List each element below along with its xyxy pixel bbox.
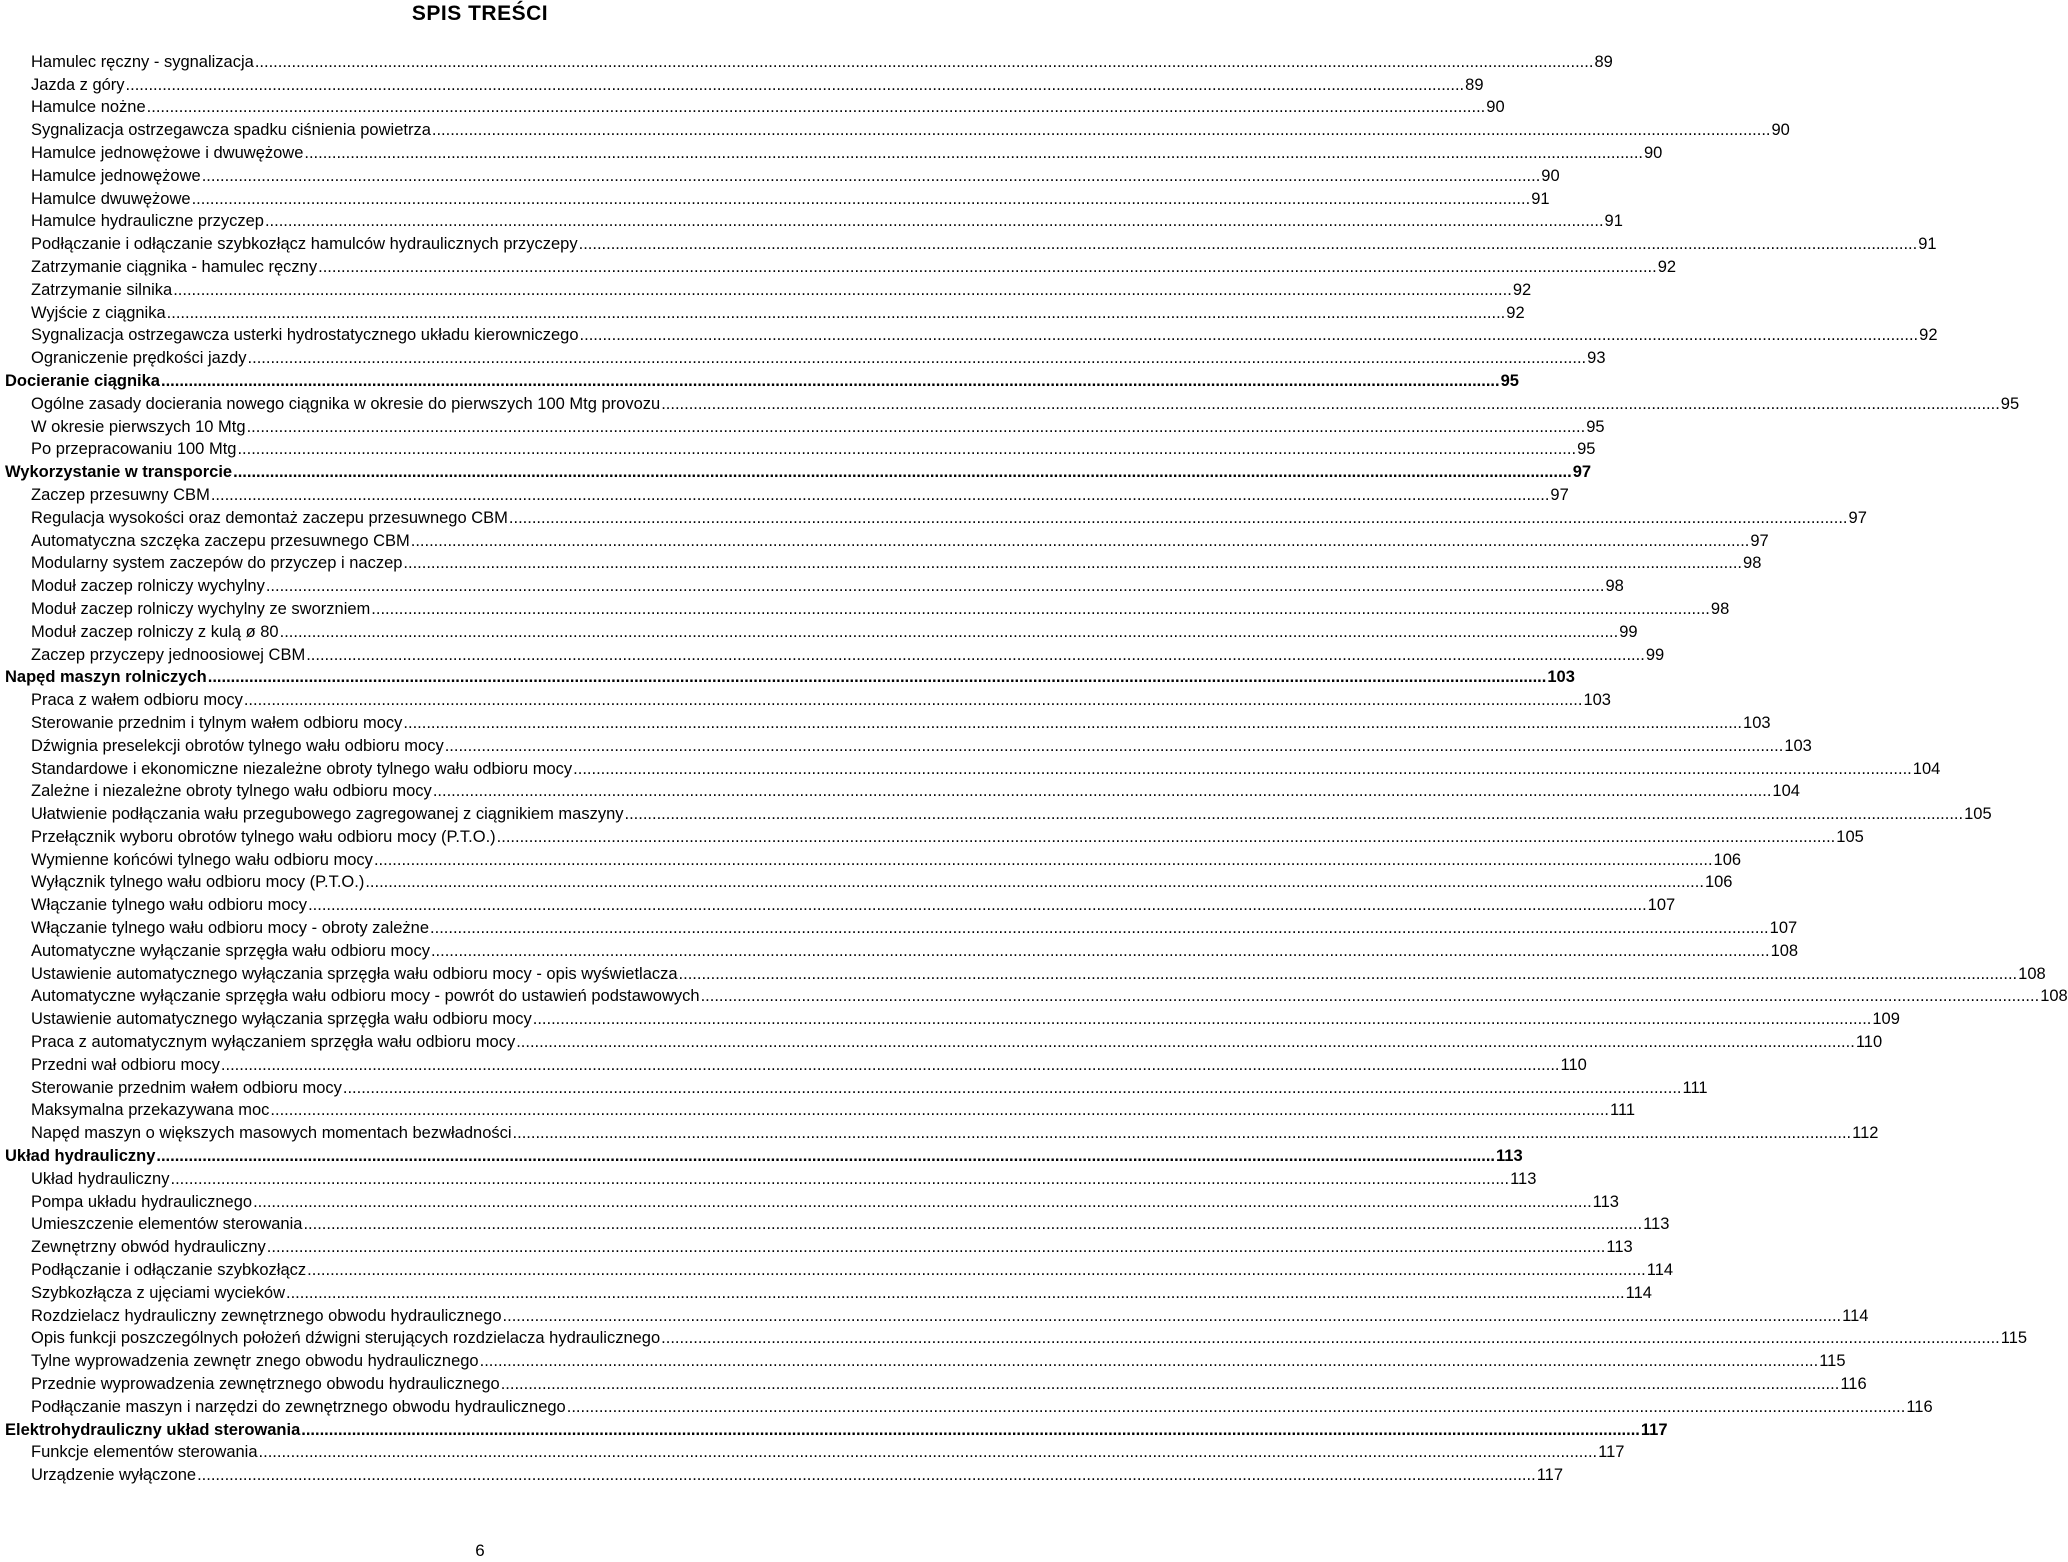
toc-entry[interactable]	[5, 892, 1676, 915]
dot-leader	[403, 553, 1742, 573]
toc-section-entry[interactable]	[5, 1143, 1523, 1166]
toc-entry-title: Elektrohydrauliczny układ sterowania	[5, 1420, 301, 1439]
toc-entry-page: 99	[1619, 622, 1638, 641]
toc-entry[interactable]	[5, 1006, 1900, 1029]
toc-entry-title: Dźwignia preselekcji obrotów tylnego wału odbioru mocy	[31, 736, 444, 755]
toc-entry[interactable]	[5, 1326, 2028, 1349]
toc-entry-page: 103	[1547, 668, 1575, 687]
toc-entry-page: 97	[1572, 463, 1592, 482]
toc-entry-title: Podłączanie i odłączanie szybkozłącz hamulców hydraulicznych przyczepy	[31, 235, 578, 254]
toc-entry-title: Sterowanie przednim wałem odbioru mocy	[31, 1078, 342, 1097]
toc-entry[interactable]	[5, 391, 2020, 414]
toc-entry[interactable]	[5, 345, 1606, 368]
toc-entry-page: 113	[1606, 1238, 1633, 1257]
toc-entry-page: 107	[1769, 919, 1798, 938]
toc-entry[interactable]	[5, 1440, 1625, 1463]
page-title: SPIS TREŚCI	[411, 2, 549, 25]
toc-entry-page: 108	[2040, 987, 2068, 1006]
page-number: 6	[475, 1541, 485, 1560]
toc-entry-title: Rozdzielacz hydrauliczny zewnętrznego obwodu hydraulicznego	[31, 1306, 502, 1325]
toc-entry-title: Zatrzymanie ciągnika - hamulec ręczny	[31, 257, 318, 276]
toc-entry-title: Napęd maszyn rolniczych	[5, 668, 207, 687]
toc-section-entry[interactable]	[5, 1417, 1668, 1440]
toc-entry-page: 97	[1550, 485, 1569, 504]
toc-entry-page: 117	[1640, 1420, 1668, 1439]
toc-entry-page: 117	[1598, 1443, 1625, 1462]
toc-entry-title: Ustawienie automatycznego wyłączania sprzęgła wału odbioru mocy	[31, 1010, 532, 1029]
dot-leader	[411, 531, 1750, 551]
toc-entry-title: Hamulce nożne	[31, 98, 146, 117]
toc-entry[interactable]	[5, 551, 1762, 574]
toc-entry-title: Sterowanie przednim i tylnym wałem odbioru mocy	[31, 713, 403, 732]
toc-entry-title: Umieszczenie elementów sterowania	[31, 1215, 303, 1234]
dot-leader	[509, 508, 1848, 528]
toc-entry-page: 108	[1770, 941, 1799, 960]
toc-entry-page: 104	[1912, 759, 1941, 778]
toc-entry-title: Układ hydrauliczny	[5, 1147, 156, 1166]
toc-entry-page: 104	[1772, 782, 1800, 801]
toc-entry[interactable]	[5, 300, 1525, 323]
toc-entry-title: Funkcje elementów sterowania	[31, 1443, 258, 1462]
toc-entry-page: 107	[1647, 896, 1676, 915]
dot-leader	[303, 1214, 1642, 1234]
dot-leader	[661, 1328, 2000, 1348]
toc-entry[interactable]	[5, 231, 1937, 254]
dot-leader	[270, 1100, 1609, 1120]
toc-entry[interactable]	[5, 1052, 1587, 1075]
toc-entry[interactable]	[5, 961, 2046, 984]
dot-leader	[318, 257, 1657, 277]
toc-entry-page: 92	[1919, 326, 1938, 345]
dot-leader	[267, 1237, 1606, 1257]
toc-entry-title: Wyjście z ciągnika	[31, 303, 166, 322]
toc-entry-page: 112	[1852, 1124, 1879, 1143]
toc-entry-title: Napęd maszyn o większych masowych momentach bezwładności	[31, 1124, 512, 1143]
toc-entry-title: Regulacja wysokości oraz demontaż zaczepu przesuwnego CBM	[31, 508, 508, 527]
toc-entry-page: 95	[2000, 394, 2020, 413]
toc-entry[interactable]	[5, 596, 1730, 619]
dot-leader	[167, 303, 1506, 323]
toc-entry-title: Tylne wyprowadzenia zewnętr znego obwodu hydraulicznego	[31, 1352, 479, 1371]
toc-entry[interactable]	[5, 95, 1505, 118]
dot-leader	[255, 52, 1594, 72]
dot-leader	[304, 143, 1643, 163]
toc-section-entry[interactable]	[5, 368, 1519, 391]
toc-entry-title: Praca z wałem odbioru mocy	[31, 691, 243, 710]
table-of-contents	[5, 49, 2068, 1485]
toc-entry-title: Układ hydrauliczny	[31, 1169, 170, 1188]
toc-entry-page: 92	[1512, 280, 1532, 299]
toc-entry[interactable]	[5, 140, 1663, 163]
toc-entry-title: Docieranie ciągnika	[5, 371, 160, 390]
toc-entry[interactable]	[5, 1234, 1633, 1257]
toc-entry[interactable]	[5, 437, 1596, 460]
toc-entry-page: 90	[1541, 166, 1560, 185]
toc-entry[interactable]	[5, 870, 1733, 893]
toc-entry[interactable]	[5, 573, 1624, 596]
toc-entry-title: Praca z automatycznym wyłączaniem sprzęgła wału odbioru mocy	[31, 1033, 516, 1052]
dot-leader	[573, 759, 1912, 779]
dot-leader	[202, 166, 1541, 186]
toc-entry-page: 114	[1842, 1306, 1869, 1325]
toc-entry-page: 109	[1872, 1010, 1900, 1029]
toc-entry-title: Hamulec ręczny - sygnalizacja	[31, 52, 254, 71]
dot-leader	[432, 120, 1771, 140]
dot-leader	[480, 1351, 1819, 1371]
toc-entry[interactable]	[5, 323, 1938, 346]
dot-leader	[265, 211, 1604, 231]
dot-leader	[197, 1465, 1536, 1485]
dot-leader	[445, 736, 1784, 756]
toc-entry-page: 113	[1643, 1215, 1670, 1234]
toc-entry[interactable]	[5, 1189, 1619, 1212]
toc-entry-page: 110	[1560, 1055, 1587, 1074]
toc-entry-title: Ustawienie automatycznego wyłączania sprzęgła wału odbioru mocy - opis wyświetlacza	[31, 964, 678, 983]
toc-entry[interactable]	[5, 619, 1638, 642]
dot-leader	[625, 804, 1964, 824]
dot-leader	[701, 986, 2040, 1006]
dot-leader	[248, 348, 1587, 368]
toc-entry[interactable]	[5, 824, 1864, 847]
dot-leader	[679, 964, 2018, 984]
toc-entry-page: 90	[1644, 143, 1663, 162]
dot-leader	[156, 1146, 1495, 1166]
dot-leader	[161, 371, 1500, 391]
dot-leader	[431, 941, 1770, 961]
toc-entry-title: Włączanie tylnego wału odbioru mocy - obroty zależne	[31, 919, 430, 938]
dot-leader	[211, 485, 1550, 505]
toc-entry-page: 95	[1577, 440, 1596, 459]
toc-entry-page: 97	[1750, 531, 1769, 550]
toc-entry-page: 108	[2018, 964, 2046, 983]
toc-entry-title: Opis funkcji poszczególnych położeń dźwigni sterujących rozdzielacza hydraulicznego	[31, 1329, 661, 1348]
toc-entry-page: 111	[1610, 1101, 1636, 1120]
toc-entry-page: 113	[1592, 1192, 1619, 1211]
toc-entry-title: Sygnalizacja ostrzegawcza usterki hydrostatycznego układu kierowniczego	[31, 326, 579, 345]
toc-section-entry[interactable]	[5, 665, 1575, 688]
toc-entry-title: Moduł zaczep rolniczy z kulą ø 80	[31, 622, 279, 641]
dot-leader	[233, 462, 1572, 482]
dot-leader	[237, 439, 1576, 459]
dot-leader	[516, 1032, 1855, 1052]
toc-entry-page: 106	[1704, 873, 1733, 892]
dot-leader	[533, 1009, 1872, 1029]
dot-leader	[580, 325, 1919, 345]
dot-leader	[280, 622, 1619, 642]
toc-entry-page: 98	[1605, 577, 1624, 596]
dot-leader	[374, 850, 1713, 870]
toc-entry-title: Automatyczna szczęka zaczepu przesuwnego CBM	[31, 531, 410, 550]
dot-leader	[244, 690, 1583, 710]
toc-entry-title: Hamulce jednowężowe	[31, 166, 201, 185]
toc-entry[interactable]	[5, 1371, 1867, 1394]
toc-entry-title: Hamulce jednowężowe i dwuwężowe	[31, 143, 304, 162]
toc-entry-title: Jazda z góry	[31, 75, 125, 94]
toc-entry-title: Ograniczenie prędkości jazdy	[31, 349, 247, 368]
toc-entry-page: 114	[1646, 1261, 1674, 1280]
toc-entry[interactable]	[5, 254, 1677, 277]
toc-entry-title: Przedni wał odbioru mocy	[31, 1055, 220, 1074]
toc-entry[interactable]	[5, 1120, 1879, 1143]
toc-entry-page: 105	[1836, 827, 1864, 846]
toc-entry[interactable]	[5, 1348, 1846, 1371]
toc-entry-title: Zaczep przyczepy jednoosiowej CBM	[31, 645, 306, 664]
dot-leader	[567, 1397, 1906, 1417]
toc-entry-page: 91	[1604, 212, 1623, 231]
dot-leader	[433, 781, 1772, 801]
toc-entry[interactable]	[5, 1394, 1933, 1417]
toc-entry-title: Sygnalizacja ostrzegawcza spadku ciśnienia powietrza	[31, 121, 431, 140]
toc-entry-title: Zatrzymanie silnika	[31, 280, 173, 299]
toc-entry-page: 98	[1743, 554, 1762, 573]
dot-leader	[371, 599, 1710, 619]
toc-section-entry[interactable]	[5, 459, 1592, 482]
toc-entry-title: Moduł zaczep rolniczy wychylny ze sworzniem	[31, 599, 371, 618]
toc-entry-page: 95	[1586, 417, 1605, 436]
toc-entry[interactable]	[5, 414, 1605, 437]
toc-entry-page: 106	[1713, 850, 1742, 869]
toc-entry-page: 89	[1465, 75, 1484, 94]
toc-entry[interactable]	[5, 733, 1812, 756]
toc-entry-title: Wymienne końcówi tylnego wału odbioru mocy	[31, 850, 373, 869]
toc-entry-title: Standardowe i ekonomiczne niezależne obroty tylnego wału odbioru mocy	[31, 759, 573, 778]
toc-entry[interactable]	[5, 209, 1623, 232]
toc-entry-title: Podłączanie i odłączanie szybkozłącz	[31, 1261, 307, 1280]
toc-entry-page: 98	[1710, 599, 1730, 618]
toc-entry[interactable]	[5, 482, 1569, 505]
toc-entry[interactable]	[5, 1029, 1883, 1052]
dot-leader	[259, 1442, 1598, 1462]
toc-entry-page: 92	[1506, 303, 1525, 322]
dot-leader	[308, 895, 1647, 915]
toc-entry-page: 117	[1536, 1466, 1564, 1485]
toc-entry[interactable]	[5, 687, 1611, 710]
dot-leader	[661, 394, 2000, 414]
toc-entry-title: Moduł zaczep rolniczy wychylny	[31, 577, 265, 596]
toc-entry-title: Zaczep przesuwny CBM	[31, 485, 210, 504]
toc-entry[interactable]	[5, 186, 1550, 209]
toc-entry[interactable]	[5, 984, 2068, 1007]
toc-entry[interactable]	[5, 938, 1799, 961]
dot-leader	[147, 97, 1486, 117]
toc-entry-title: Zależne i niezależne obroty tylnego wału odbioru mocy	[31, 782, 432, 801]
toc-entry-title: Zewnętrzny obwód hydrauliczny	[31, 1238, 266, 1257]
toc-entry-title: Wyłącznik tylnego wału odbioru mocy (P.T.O.)	[31, 873, 365, 892]
toc-entry-title: Szybkozłącza z ujęciami wycieków	[31, 1283, 286, 1302]
dot-leader	[343, 1078, 1682, 1098]
toc-entry[interactable]	[5, 277, 1532, 300]
toc-entry[interactable]	[5, 505, 1867, 528]
toc-entry[interactable]	[5, 163, 1560, 186]
toc-entry[interactable]	[5, 528, 1769, 551]
dot-leader	[306, 645, 1645, 665]
dot-leader	[266, 576, 1605, 596]
toc-entry[interactable]	[5, 1280, 1652, 1303]
toc-entry-title: Wykorzystanie w transporcie	[5, 463, 233, 482]
toc-entry-title: Pompa układu hydraulicznego	[31, 1192, 253, 1211]
toc-entry-page: 111	[1682, 1078, 1708, 1097]
toc-entry-title: Maksymalna przekazywana moc	[31, 1101, 270, 1120]
toc-entry-title: Podłączanie maszyn i narzędzi do zewnętrznego obwodu hydraulicznego	[31, 1397, 566, 1416]
toc-entry-title: Po przepracowaniu 100 Mtg	[31, 440, 237, 459]
dot-leader	[513, 1123, 1852, 1143]
toc-entry-page: 103	[1583, 691, 1611, 710]
toc-entry-title: W okresie pierwszych 10 Mtg	[31, 417, 246, 436]
toc-entry[interactable]	[5, 756, 1941, 779]
dot-leader	[253, 1192, 1592, 1212]
toc-entry-page: 103	[1784, 736, 1812, 755]
toc-entry[interactable]	[5, 72, 1484, 95]
toc-entry[interactable]	[5, 710, 1771, 733]
dot-leader	[403, 713, 1742, 733]
dot-leader	[286, 1283, 1625, 1303]
dot-leader	[221, 1055, 1560, 1075]
toc-entry[interactable]	[5, 1098, 1636, 1121]
dot-leader	[192, 189, 1531, 209]
toc-entry[interactable]	[5, 1212, 1670, 1235]
toc-entry-page: 95	[1500, 371, 1519, 390]
dot-leader	[173, 280, 1512, 300]
dot-leader	[497, 827, 1836, 847]
toc-entry-title: Automatyczne wyłączanie sprzęgła wału odbioru mocy - powrót do ustawień podstawowych	[31, 987, 700, 1006]
toc-entry-page: 93	[1587, 349, 1606, 368]
toc-entry-page: 91	[1531, 189, 1550, 208]
dot-leader	[365, 872, 1704, 892]
dot-leader	[301, 1420, 1640, 1440]
dot-leader	[501, 1374, 1840, 1394]
toc-entry-page: 103	[1743, 713, 1771, 732]
toc-entry[interactable]	[5, 779, 1800, 802]
toc-entry[interactable]	[5, 117, 1790, 140]
toc-entry-page: 89	[1594, 52, 1613, 71]
toc-entry-page: 105	[1964, 805, 1992, 824]
toc-entry-page: 99	[1645, 645, 1665, 664]
toc-entry[interactable]	[5, 847, 1742, 870]
toc-entry[interactable]	[5, 1075, 1708, 1098]
toc-entry[interactable]	[5, 1303, 1869, 1326]
toc-entry-title: Przełącznik wyboru obrotów tylnego wału odbioru mocy (P.T.O.)	[31, 827, 496, 846]
toc-entry-page: 113	[1496, 1147, 1523, 1166]
toc-entry-title: Modularny system zaczepów do przyczep i naczep	[31, 554, 403, 573]
toc-entry[interactable]	[5, 1462, 1564, 1485]
toc-entry[interactable]	[5, 642, 1665, 665]
toc-entry-title: Urządzenie wyłączone	[31, 1466, 197, 1485]
toc-entry-title: Ułatwienie podłączania wału przegubowego zagregowanej z ciągnikiem maszyny	[31, 805, 624, 824]
dot-leader	[208, 667, 1547, 687]
toc-entry-title: Automatyczne wyłączanie sprzęgła wału odbioru mocy	[31, 941, 430, 960]
toc-entry-page: 90	[1771, 121, 1790, 140]
toc-entry[interactable]	[5, 49, 1613, 72]
toc-entry-page: 114	[1625, 1283, 1652, 1302]
toc-entry-page: 97	[1848, 508, 1867, 527]
toc-entry-page: 116	[1840, 1375, 1867, 1394]
toc-entry-title: Hamulce hydrauliczne przyczep	[31, 212, 264, 231]
toc-entry[interactable]	[5, 1166, 1537, 1189]
toc-entry-page: 110	[1855, 1033, 1883, 1052]
toc-entry[interactable]	[5, 1257, 1674, 1280]
toc-entry[interactable]	[5, 915, 1798, 938]
dot-leader	[170, 1169, 1509, 1189]
dot-leader	[307, 1260, 1646, 1280]
dot-leader	[503, 1306, 1842, 1326]
dot-leader	[430, 918, 1769, 938]
dot-leader	[579, 234, 1918, 254]
toc-entry-page: 91	[1918, 235, 1937, 254]
toc-entry-page: 92	[1657, 257, 1677, 276]
dot-leader	[126, 75, 1465, 95]
toc-entry-page: 90	[1486, 98, 1505, 117]
toc-entry-title: Hamulce dwuwężowe	[31, 189, 191, 208]
toc-entry-page: 113	[1510, 1169, 1537, 1188]
toc-entry-title: Przednie wyprowadzenia zewnętrznego obwodu hydraulicznego	[31, 1375, 500, 1394]
toc-entry-title: Włączanie tylnego wału odbioru mocy	[31, 896, 308, 915]
toc-entry[interactable]	[5, 801, 1992, 824]
dot-leader	[247, 417, 1586, 437]
toc-entry-page: 116	[1906, 1397, 1933, 1416]
toc-entry-page: 115	[1819, 1352, 1846, 1371]
toc-entry-title: Ogólne zasady docierania nowego ciągnika w okresie do pierwszych 100 Mtg provozu	[31, 394, 661, 413]
toc-entry-page: 115	[2000, 1329, 2028, 1348]
